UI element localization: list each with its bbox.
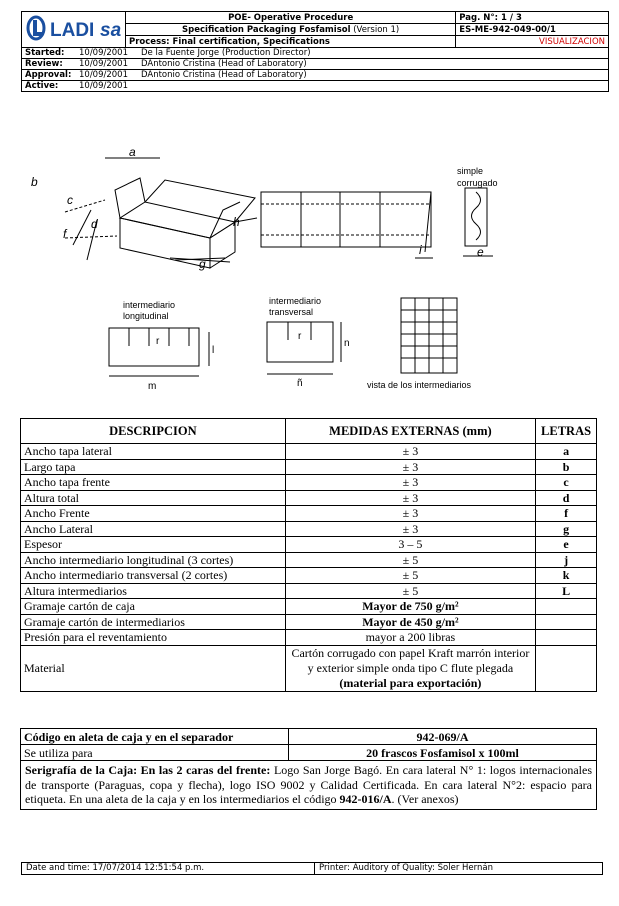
- spec-row: [21, 521, 597, 537]
- spec-row: [21, 444, 597, 460]
- company-logo: [22, 12, 126, 48]
- footer-printer: Printer: Auditory of Quality: Soler Hernán: [315, 863, 603, 875]
- started-label: Started:: [25, 48, 65, 58]
- doc-type: POE- Operative Procedure: [126, 12, 456, 24]
- spec-row: [21, 630, 597, 646]
- material-letter: [536, 645, 597, 691]
- approval-date: 10/09/2001: [79, 70, 128, 80]
- spec-row: [21, 459, 597, 475]
- spec-desc: Ancho tapa frente: [21, 475, 286, 491]
- col-letras: LETRAS: [536, 419, 597, 444]
- started-date: 10/09/2001: [79, 48, 128, 58]
- letter-n: n: [344, 338, 350, 349]
- spec-row: [21, 506, 597, 522]
- letter-d: d: [91, 217, 98, 231]
- spec-letter: c: [536, 475, 597, 491]
- spec-value: Mayor de 450 g/m²: [285, 614, 535, 630]
- status-label: VISUALIZACION: [456, 36, 609, 48]
- spec-letter: [536, 614, 597, 630]
- spec-value: 3 – 5: [285, 537, 535, 553]
- spec-letter: f: [536, 506, 597, 522]
- review-label: Review:: [25, 59, 63, 69]
- use-value: 20 frascos Fosfamisol x 100ml: [289, 745, 597, 761]
- spec-desc: Largo tapa: [21, 459, 286, 475]
- box-diagram: [25, 140, 585, 400]
- doc-code: ES-ME-942-049-00/1: [456, 24, 609, 36]
- spec-row: [21, 552, 597, 568]
- approval-row: [22, 70, 609, 81]
- review-date: 10/09/2001: [79, 59, 128, 69]
- letter-m: m: [148, 381, 157, 392]
- spec-value: ± 3: [285, 475, 535, 491]
- doc-title-text: Specification Packaging Fosfamisol: [182, 24, 351, 35]
- letter-e: e: [477, 245, 484, 259]
- spec-letter: L: [536, 583, 597, 599]
- code-label: Código en aleta de caja y en el separador: [21, 729, 289, 745]
- spec-header-row: [21, 419, 597, 444]
- serigrafia-end: . (Ver anexos): [391, 792, 459, 806]
- spec-letter: d: [536, 490, 597, 506]
- letter-b: b: [31, 175, 38, 189]
- spec-desc: Gramaje cartón de caja: [21, 599, 286, 615]
- spec-desc: Altura intermediarios: [21, 583, 286, 599]
- spec-letter: g: [536, 521, 597, 537]
- spec-letter: [536, 630, 597, 646]
- spec-value: ± 3: [285, 521, 535, 537]
- spec-value: Mayor de 750 g/m²: [285, 599, 535, 615]
- corrugado-label: corrugado: [457, 178, 498, 188]
- doc-version: (Version 1): [353, 24, 400, 35]
- active-row: [22, 81, 609, 92]
- serigrafia-heading: Serigrafía de la Caja: En las 2 caras del frente:: [25, 763, 271, 777]
- letter-r-trans: r: [298, 331, 302, 342]
- spec-letter: [536, 599, 597, 615]
- spec-row: [21, 599, 597, 615]
- approval-by: DAntonio Cristina (Head of Laboratory): [141, 70, 307, 80]
- active-label: Active:: [25, 81, 59, 91]
- serigrafia-row: [21, 761, 597, 810]
- started-row: [22, 48, 609, 59]
- process: Process: Final certification, Specifications: [126, 36, 456, 48]
- spec-desc: Ancho intermediario longitudinal (3 cortes): [21, 552, 286, 568]
- footer-datetime: Date and time: 17/07/2014 12:51:54 p.m.: [22, 863, 315, 875]
- material-bold: (material para exportación): [339, 675, 482, 690]
- spec-desc: Presión para el reventamiento: [21, 630, 286, 646]
- serigrafia-text: [21, 761, 597, 810]
- spec-letter: k: [536, 568, 597, 584]
- letter-l: l: [212, 345, 215, 356]
- spec-value: mayor a 200 libras: [285, 630, 535, 646]
- svg-text:LADI: LADI: [50, 20, 95, 41]
- doc-title: [126, 24, 456, 36]
- review-by: DAntonio Cristina (Head of Laboratory): [141, 59, 307, 69]
- code-value: 942-069/A: [289, 729, 597, 745]
- spec-letter: e: [536, 537, 597, 553]
- page-number: Pag. N°: 1 / 3: [456, 12, 609, 24]
- spec-desc: Ancho Frente: [21, 506, 286, 522]
- letter-f: f: [63, 227, 67, 241]
- letter-a: a: [129, 145, 136, 159]
- code-table: [20, 728, 597, 810]
- letter-i: i: [419, 243, 422, 257]
- active-date: 10/09/2001: [79, 81, 128, 91]
- intermediarios-grid-drawing: [401, 298, 457, 373]
- spec-value: ± 3: [285, 444, 535, 460]
- spec-row: [21, 537, 597, 553]
- spec-desc: Ancho tapa lateral: [21, 444, 286, 460]
- started-by: De la Fuente Jorge (Production Director): [141, 48, 311, 58]
- spec-desc: Ancho Lateral: [21, 521, 286, 537]
- spec-letter: b: [536, 459, 597, 475]
- spec-row: [21, 475, 597, 491]
- material-value: [285, 645, 535, 691]
- document-header: [21, 11, 609, 92]
- use-row: [21, 745, 597, 761]
- code-row: [21, 729, 597, 745]
- int-long-label-1: intermediario: [123, 300, 176, 310]
- spec-desc: Espesor: [21, 537, 286, 553]
- col-medidas: MEDIDAS EXTERNAS (mm): [285, 419, 535, 444]
- box-isometric-drawing: [65, 158, 257, 268]
- approval-label: Approval:: [25, 70, 72, 80]
- intermediario-transversal-drawing: [267, 322, 341, 374]
- letter-r-long: r: [156, 336, 160, 347]
- spec-letter: a: [536, 444, 597, 460]
- review-row: [22, 59, 609, 70]
- spec-value: ± 5: [285, 552, 535, 568]
- svg-text:sa: sa: [100, 20, 122, 41]
- use-label: Se utiliza para: [21, 745, 289, 761]
- spec-value: ± 5: [285, 583, 535, 599]
- ladi-logo-icon: [22, 12, 125, 44]
- serigrafia-body: Logo San Jorge Bagó. En cara lateral N° 1: logos internacionales de transporte (Paraguas, copa y flecha), logo ISO 9002 y Calidad Certificada. En cara lateral N°2: espacio para etiqueta. En una aleta de la caja y en los intermediarios el código: [25, 763, 592, 806]
- spec-desc: Altura total: [21, 490, 286, 506]
- letter-g: g: [199, 257, 206, 271]
- spec-value: ± 3: [285, 506, 535, 522]
- spec-desc: Gramaje cartón de intermediarios: [21, 614, 286, 630]
- spec-row: [21, 614, 597, 630]
- spec-desc: Ancho intermediario transversal (2 cortes): [21, 568, 286, 584]
- simple-label: simple: [457, 166, 484, 176]
- serigrafia-code: 942-016/A: [339, 792, 392, 806]
- spec-row: [21, 490, 597, 506]
- spec-value: ± 3: [285, 490, 535, 506]
- int-long-label-2: longitudinal: [123, 311, 169, 321]
- material-label: Material: [21, 645, 286, 691]
- material-text: Cartón corrugado con papel Kraft marrón interior y exterior simple onda tipo C flute plegada: [291, 645, 530, 675]
- spec-table: [20, 418, 597, 692]
- vista-label: vista de los intermediarios: [367, 380, 472, 390]
- spec-letter: j: [536, 552, 597, 568]
- int-trans-label-1: intermediario: [269, 296, 322, 306]
- int-trans-label-2: transversal: [269, 307, 314, 317]
- material-row: [21, 645, 597, 691]
- spec-value: ± 3: [285, 459, 535, 475]
- spec-row: [21, 583, 597, 599]
- flat-strip-drawing: [261, 192, 433, 258]
- spec-value: ± 5: [285, 568, 535, 584]
- letter-h: h: [233, 215, 240, 229]
- letter-n-tilde: ñ: [297, 378, 303, 389]
- col-descripcion: DESCRIPCION: [21, 419, 286, 444]
- print-footer: [21, 862, 603, 875]
- spec-row: [21, 568, 597, 584]
- letter-c: c: [67, 193, 73, 207]
